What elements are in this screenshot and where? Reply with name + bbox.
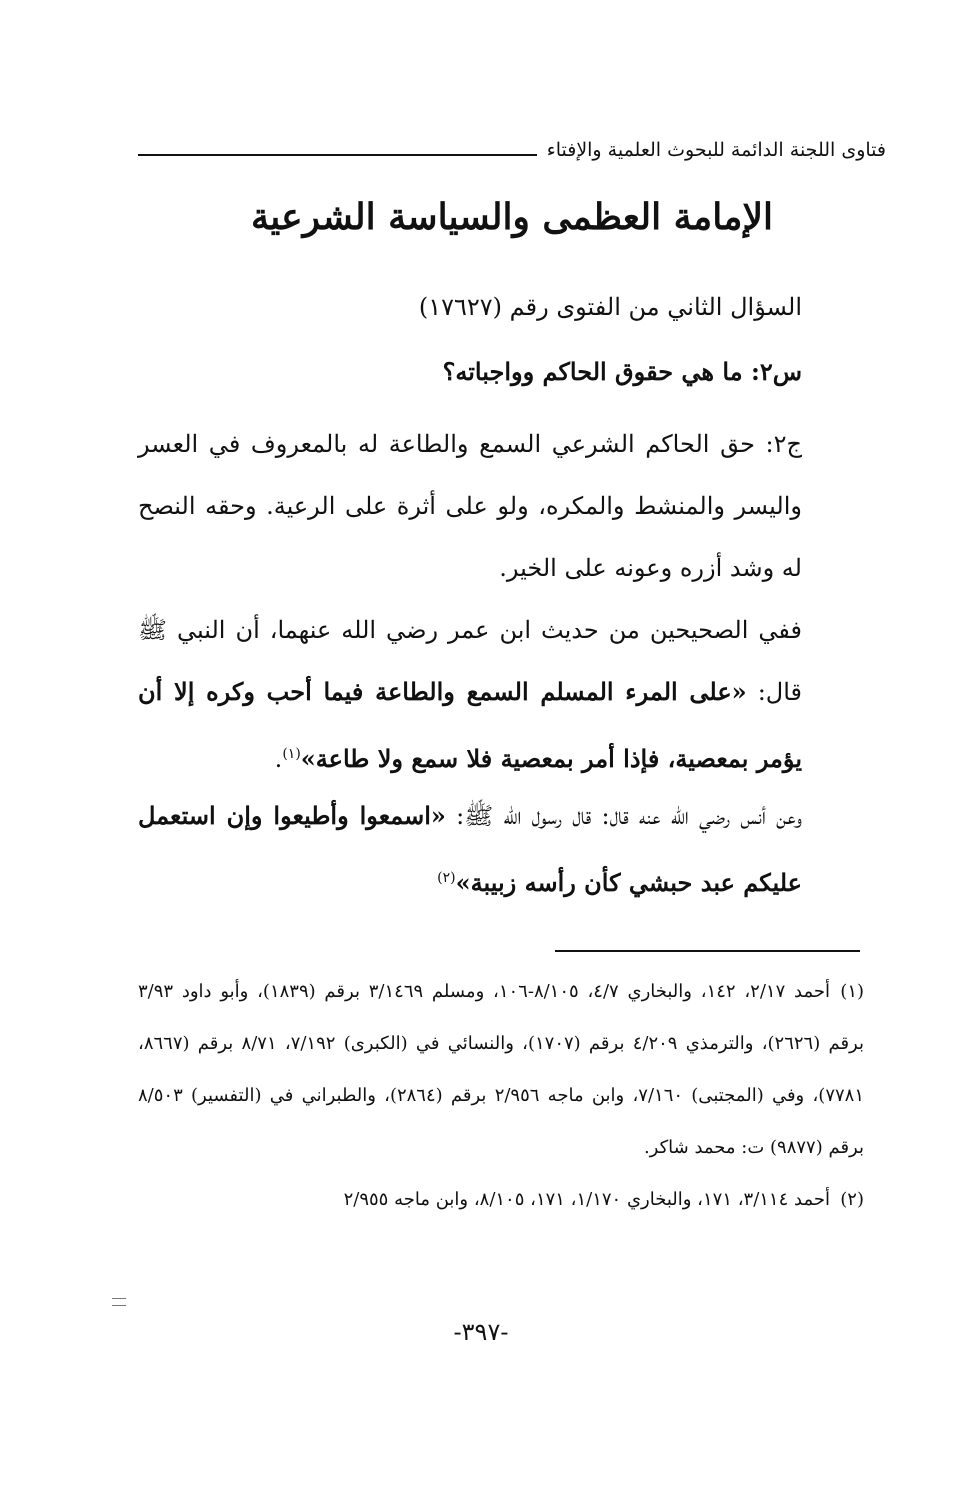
answer-paragraph [138,413,862,599]
hadith-1-intro: ففي الصحيحين من حديث ابن عمر رضي الله عنهما، أن النبي ﷺ قال: [138,616,803,706]
footnote-ref-1[interactable]: (١) [282,746,301,762]
hadith-2-intro: وعن أنس رضي الله عنه قال: قال رسول الله ﷺ: [445,802,802,830]
hadith-2-text: «اسمعوا وأطيعوا وإن استعمل عليكم عبد حبشي كأن رأسه زبيبة» [138,801,802,897]
hadith-paragraph-2 [138,785,862,914]
hadith-paragraph-1-body [138,599,862,790]
hadith-1-text: «على المرء المسلم السمع والطاعة فيما أحب وكره إلا أن يؤمر بمعصية، فإذا أمر بمعصية فلا سمع ولا طاعة» [138,677,802,773]
footnote-1-text: أحمد ٢/١٧، ١٤٢، والبخاري ٤/٧، ٨/١٠٥-١٠٦، ومسلم ٣/١٤٦٩ برقم (١٨٣٩)، وأبو داود ٣/٩٣ برقم (٢٦٢٦)، والترمذي ٤/٢٠٩ برقم (١٧٠٧)، والنسائي في (الكبرى) ٧/١٩٢، ٨/٧١ برقم (٨٦٦٧، ٧٧٨١)، وفي (المجتبى) ٧/١٦٠، وابن ماجه ٢/٩٥٦ برقم (٢٨٦٤)، والطبراني في (التفسير) ٨/٥٠٣ برقم (٩٨٧٧) ت: محمد شاكر. [138,981,865,1158]
margin-mark [112,1298,126,1306]
footnote-1-mark: (١) [840,981,865,1002]
hadith-paragraph-2-body [138,785,862,914]
answer-text: ج٢: حق الحاكم الشرعي السمع والطاعة له بالمعروف في العسر واليسر والمنشط والمكره، ولو على أثرة على الرعية. وحقه النصح له وشد أزره وعونه على الخير. [138,430,802,582]
footnote-separator [555,950,860,952]
footnote-2-mark: (٢) [840,1189,864,1210]
footnote-2 [138,1174,864,1226]
hadith-1-end: . [274,745,283,773]
question-reference: السؤال الثاني من الفتوى رقم (١٧٦٢٧) [418,293,802,321]
running-title: فتاوى اللجنة الدائمة للبحوث العلمية والإفتاء [546,139,886,161]
header-rule [138,154,537,156]
question-text: س٢: ما هي حقوق الحاكم وواجباته؟ [442,357,802,386]
section-title: الإمامة العظمى والسياسة الشرعية [250,196,774,238]
page-number: -٣٩٧- [453,1318,509,1346]
footnotes [138,966,864,1226]
hadith-paragraph-1 [138,599,862,790]
running-header [138,130,886,170]
footnote-2-text: أحمد ٣/١١٤، ١٧١، والبخاري ١/١٧٠، ١٧١، ٨/١٠٥، وابن ماجه ٢/٩٥٥ [343,1189,830,1210]
footnote-1 [138,966,864,1174]
footnote-ref-2[interactable]: (٢) [437,870,456,886]
